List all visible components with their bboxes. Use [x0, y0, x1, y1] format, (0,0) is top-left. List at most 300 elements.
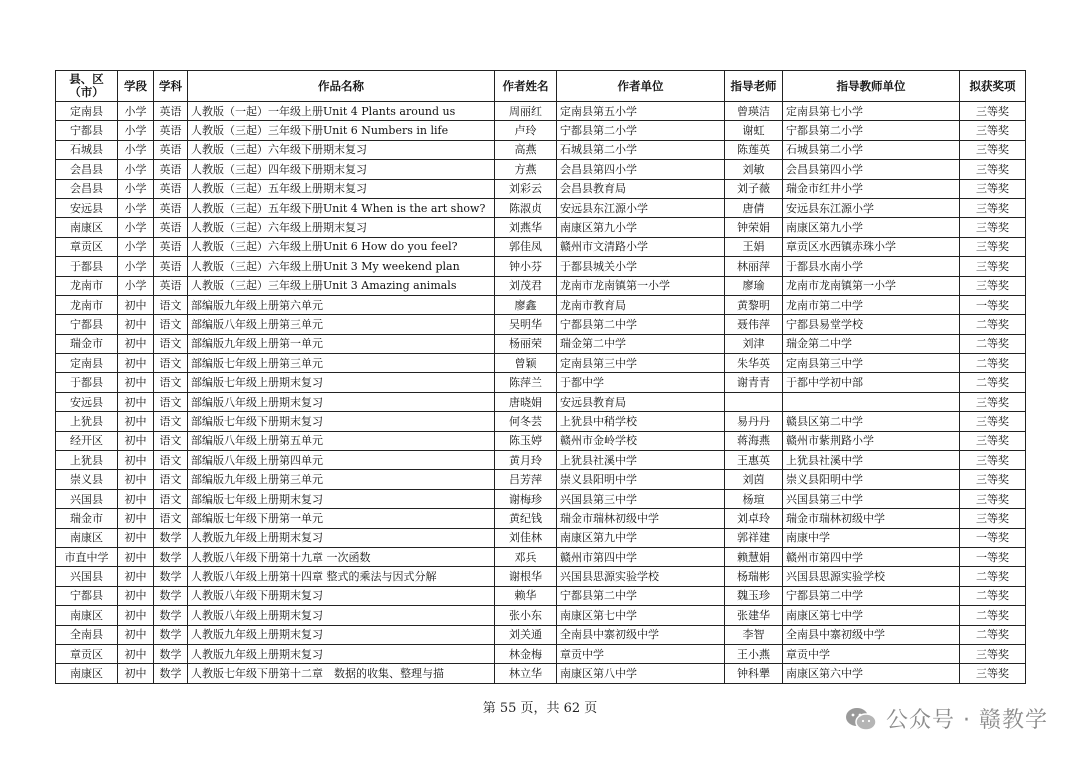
cell-author-unit: 赣州市第四中学 [557, 547, 725, 566]
cell-advisor-unit: 章贡区水西镇赤珠小学 [783, 237, 960, 256]
cell-advisor-unit: 全南县中寨初级中学 [783, 625, 960, 644]
cell-advisor: 聂伟萍 [725, 315, 783, 334]
table-row [56, 431, 1026, 450]
cell-award: 一等奖 [960, 295, 1026, 314]
cell-subject: 语文 [154, 412, 188, 431]
cell-advisor: 刘敏 [725, 160, 783, 179]
cell-author: 唐晓娟 [495, 392, 557, 411]
cell-award: 二等奖 [960, 354, 1026, 373]
cell-author-unit: 于都县城关小学 [557, 257, 725, 276]
cell-award: 三等奖 [960, 451, 1026, 470]
cell-work-title: 人教版（三起）六年级上册Unit 6 How do you feel? [188, 237, 495, 256]
header-advisor: 指导老师 [725, 71, 783, 102]
cell-award: 三等奖 [960, 140, 1026, 159]
cell-stage: 小学 [118, 102, 154, 121]
cell-author-unit: 上犹县中稍学校 [557, 412, 725, 431]
cell-advisor-unit: 于都中学初中部 [783, 373, 960, 392]
cell-advisor: 谢虹 [725, 121, 783, 140]
cell-author: 何冬芸 [495, 412, 557, 431]
cell-author-unit: 上犹县社溪中学 [557, 451, 725, 470]
cell-award: 二等奖 [960, 315, 1026, 334]
table-row [56, 373, 1026, 392]
cell-subject: 英语 [154, 198, 188, 217]
cell-stage: 小学 [118, 198, 154, 217]
cell-advisor-unit: 瑞金市瑞林初级中学 [783, 509, 960, 528]
cell-work-title: 部编版七年级上册期末复习 [188, 373, 495, 392]
cell-county: 龙南市 [56, 276, 118, 295]
cell-award: 一等奖 [960, 528, 1026, 547]
cell-county: 崇义县 [56, 470, 118, 489]
table-row [56, 198, 1026, 217]
table-row [56, 295, 1026, 314]
cell-work-title: 人教版（三起）六年级下册期末复习 [188, 140, 495, 159]
watermark-text: 公众号 · 赣教学 [886, 708, 1048, 733]
cell-stage: 初中 [118, 295, 154, 314]
cell-stage: 初中 [118, 547, 154, 566]
header-award: 拟获奖项 [960, 71, 1026, 102]
cell-author: 郭佳凤 [495, 237, 557, 256]
cell-advisor: 王惠英 [725, 451, 783, 470]
cell-author: 钟小芬 [495, 257, 557, 276]
cell-author-unit: 南康区第七中学 [557, 606, 725, 625]
cell-author-unit: 龙南市龙南镇第一小学 [557, 276, 725, 295]
cell-author-unit: 全南县中寨初级中学 [557, 625, 725, 644]
cell-work-title: 部编版八年级上册第五单元 [188, 431, 495, 450]
cell-advisor-unit: 上犹县社溪中学 [783, 451, 960, 470]
cell-author: 廖鑫 [495, 295, 557, 314]
cell-advisor-unit: 崇义县阳明中学 [783, 470, 960, 489]
cell-advisor: 唐倩 [725, 198, 783, 217]
cell-advisor-unit: 南康区第九小学 [783, 218, 960, 237]
header-author-unit: 作者单位 [557, 71, 725, 102]
cell-author: 谢根华 [495, 567, 557, 586]
cell-advisor: 刘卓玲 [725, 509, 783, 528]
cell-award: 三等奖 [960, 257, 1026, 276]
header-work-title: 作品名称 [188, 71, 495, 102]
page-footer: 第 55 页，共 62 页 [482, 701, 598, 716]
cell-advisor-unit: 会昌县第四小学 [783, 160, 960, 179]
cell-advisor: 李智 [725, 625, 783, 644]
header-county: 县、区（市） [56, 71, 118, 102]
cell-author: 吕芳萍 [495, 470, 557, 489]
cell-county: 会昌县 [56, 179, 118, 198]
cell-county: 瑞金市 [56, 509, 118, 528]
cell-county: 于都县 [56, 373, 118, 392]
cell-award: 二等奖 [960, 606, 1026, 625]
table-row [56, 509, 1026, 528]
cell-advisor [725, 392, 783, 411]
cell-author: 谢梅珍 [495, 489, 557, 508]
cell-subject: 数学 [154, 644, 188, 663]
cell-author: 邓兵 [495, 547, 557, 566]
header-stage: 学段 [118, 71, 154, 102]
header-subject: 学科 [154, 71, 188, 102]
cell-advisor: 王小燕 [725, 644, 783, 663]
cell-subject: 数学 [154, 528, 188, 547]
cell-award: 三等奖 [960, 198, 1026, 217]
watermark [844, 703, 1048, 734]
cell-work-title: 人教版（三起）六年级上册Unit 3 My weekend plan [188, 257, 495, 276]
cell-work-title: 人教版九年级上册期末复习 [188, 625, 495, 644]
cell-county: 南康区 [56, 606, 118, 625]
cell-stage: 初中 [118, 528, 154, 547]
cell-stage: 小学 [118, 218, 154, 237]
cell-award: 三等奖 [960, 102, 1026, 121]
cell-author: 刘燕华 [495, 218, 557, 237]
table-row [56, 334, 1026, 353]
cell-advisor-unit: 龙南市龙南镇第一小学 [783, 276, 960, 295]
cell-advisor-unit: 定南县第三中学 [783, 354, 960, 373]
cell-county: 宁都县 [56, 586, 118, 605]
cell-advisor-unit [783, 392, 960, 411]
cell-author: 黄纪钱 [495, 509, 557, 528]
cell-advisor-unit: 龙南市第二中学 [783, 295, 960, 314]
cell-advisor: 王娟 [725, 237, 783, 256]
cell-advisor-unit: 兴国县思源实验学校 [783, 567, 960, 586]
cell-advisor-unit: 兴国县第三中学 [783, 489, 960, 508]
cell-county: 兴国县 [56, 567, 118, 586]
cell-stage: 初中 [118, 606, 154, 625]
table-row [56, 237, 1026, 256]
table-row [56, 606, 1026, 625]
table-row [56, 489, 1026, 508]
cell-author-unit: 南康区第九小学 [557, 218, 725, 237]
table-row [56, 276, 1026, 295]
cell-subject: 英语 [154, 121, 188, 140]
cell-advisor-unit: 于都县水南小学 [783, 257, 960, 276]
cell-author: 曾颖 [495, 354, 557, 373]
cell-author-unit: 瑞金第二中学 [557, 334, 725, 353]
cell-county: 全南县 [56, 625, 118, 644]
cell-work-title: 人教版八年级下册第十九章 一次函数 [188, 547, 495, 566]
cell-advisor: 谢青青 [725, 373, 783, 392]
cell-award: 二等奖 [960, 625, 1026, 644]
cell-work-title: 部编版九年级上册第一单元 [188, 334, 495, 353]
cell-county: 南康区 [56, 664, 118, 683]
cell-subject: 英语 [154, 179, 188, 198]
cell-advisor-unit: 瑞金市红井小学 [783, 179, 960, 198]
cell-advisor: 陈莲英 [725, 140, 783, 159]
cell-stage: 初中 [118, 509, 154, 528]
cell-advisor: 张建华 [725, 606, 783, 625]
cell-award: 二等奖 [960, 586, 1026, 605]
cell-subject: 英语 [154, 160, 188, 179]
cell-stage: 初中 [118, 334, 154, 353]
cell-subject: 语文 [154, 315, 188, 334]
cell-work-title: 人教版八年级上册第十四章 整式的乘法与因式分解 [188, 567, 495, 586]
cell-advisor-unit: 章贡中学 [783, 644, 960, 663]
cell-stage: 初中 [118, 315, 154, 334]
table-row [56, 644, 1026, 663]
cell-stage: 小学 [118, 237, 154, 256]
awards-sheet [55, 70, 1025, 684]
cell-author-unit: 兴国县第三中学 [557, 489, 725, 508]
cell-subject: 语文 [154, 392, 188, 411]
cell-award: 二等奖 [960, 334, 1026, 353]
cell-author: 林金梅 [495, 644, 557, 663]
cell-award: 三等奖 [960, 392, 1026, 411]
cell-author-unit: 兴国县思源实验学校 [557, 567, 725, 586]
cell-work-title: 人教版九年级上册期末复习 [188, 644, 495, 663]
cell-work-title: 人教版（一起）一年级上册Unit 4 Plants around us [188, 102, 495, 121]
cell-stage: 小学 [118, 140, 154, 159]
cell-author-unit: 赣州市金岭学校 [557, 431, 725, 450]
cell-work-title: 人教版（三起）三年级上册Unit 3 Amazing animals [188, 276, 495, 295]
cell-author-unit: 会昌县教育局 [557, 179, 725, 198]
cell-author-unit: 宁都县第二中学 [557, 586, 725, 605]
cell-work-title: 人教版八年级下册期末复习 [188, 586, 495, 605]
cell-award: 二等奖 [960, 567, 1026, 586]
cell-county: 会昌县 [56, 160, 118, 179]
cell-advisor: 黄黎明 [725, 295, 783, 314]
cell-author: 刘佳林 [495, 528, 557, 547]
table-row [56, 567, 1026, 586]
cell-advisor-unit: 定南县第七小学 [783, 102, 960, 121]
cell-author-unit: 宁都县第二中学 [557, 315, 725, 334]
cell-stage: 初中 [118, 625, 154, 644]
cell-subject: 语文 [154, 509, 188, 528]
cell-subject: 语文 [154, 373, 188, 392]
cell-advisor: 钟科犟 [725, 664, 783, 683]
cell-county: 瑞金市 [56, 334, 118, 353]
cell-advisor: 郭祥建 [725, 528, 783, 547]
cell-author-unit: 定南县第五小学 [557, 102, 725, 121]
cell-stage: 初中 [118, 470, 154, 489]
cell-subject: 英语 [154, 257, 188, 276]
cell-award: 三等奖 [960, 412, 1026, 431]
cell-stage: 初中 [118, 567, 154, 586]
cell-award: 二等奖 [960, 373, 1026, 392]
table-row [56, 586, 1026, 605]
cell-county: 安远县 [56, 198, 118, 217]
table-row [56, 257, 1026, 276]
cell-county: 市直中学 [56, 547, 118, 566]
table-header-row [56, 71, 1026, 102]
cell-author: 杨丽荣 [495, 334, 557, 353]
cell-work-title: 部编版八年级上册第三单元 [188, 315, 495, 334]
cell-work-title: 人教版（三起）四年级下册期末复习 [188, 160, 495, 179]
cell-subject: 数学 [154, 586, 188, 605]
cell-subject: 语文 [154, 431, 188, 450]
cell-work-title: 部编版七年级上册第三单元 [188, 354, 495, 373]
table-row [56, 664, 1026, 683]
cell-author: 吴明华 [495, 315, 557, 334]
cell-award: 三等奖 [960, 664, 1026, 683]
cell-subject: 语文 [154, 334, 188, 353]
cell-advisor: 曾瑛洁 [725, 102, 783, 121]
cell-county: 经开区 [56, 431, 118, 450]
cell-work-title: 人教版（三起）五年级上册期末复习 [188, 179, 495, 198]
cell-award: 三等奖 [960, 489, 1026, 508]
cell-advisor: 刘津 [725, 334, 783, 353]
cell-author: 刘彩云 [495, 179, 557, 198]
cell-author-unit: 瑞金市瑞林初级中学 [557, 509, 725, 528]
cell-award: 三等奖 [960, 509, 1026, 528]
cell-author: 林立华 [495, 664, 557, 683]
cell-county: 上犹县 [56, 412, 118, 431]
table-row [56, 547, 1026, 566]
cell-award: 三等奖 [960, 179, 1026, 198]
cell-subject: 数学 [154, 625, 188, 644]
cell-author: 周丽红 [495, 102, 557, 121]
cell-county: 于都县 [56, 257, 118, 276]
cell-stage: 初中 [118, 489, 154, 508]
cell-advisor-unit: 瑞金第二中学 [783, 334, 960, 353]
table-row [56, 179, 1026, 198]
cell-advisor: 杨瑞彬 [725, 567, 783, 586]
cell-award: 三等奖 [960, 470, 1026, 489]
cell-subject: 语文 [154, 489, 188, 508]
cell-subject: 数学 [154, 606, 188, 625]
cell-county: 定南县 [56, 102, 118, 121]
cell-advisor-unit: 赣县区第二中学 [783, 412, 960, 431]
cell-stage: 小学 [118, 276, 154, 295]
header-advisor-unit: 指导教师单位 [783, 71, 960, 102]
cell-award: 三等奖 [960, 237, 1026, 256]
cell-author: 卢玲 [495, 121, 557, 140]
cell-subject: 英语 [154, 140, 188, 159]
cell-award: 三等奖 [960, 121, 1026, 140]
cell-author-unit: 南康区第九中学 [557, 528, 725, 547]
cell-subject: 语文 [154, 470, 188, 489]
awards-table [55, 70, 1026, 684]
cell-stage: 初中 [118, 644, 154, 663]
cell-subject: 数学 [154, 567, 188, 586]
cell-county: 南康区 [56, 218, 118, 237]
cell-advisor-unit: 宁都县易堂学校 [783, 315, 960, 334]
table-row [56, 354, 1026, 373]
cell-stage: 初中 [118, 354, 154, 373]
cell-county: 上犹县 [56, 451, 118, 470]
cell-stage: 初中 [118, 664, 154, 683]
cell-subject: 语文 [154, 354, 188, 373]
table-row [56, 528, 1026, 547]
cell-advisor-unit: 南康区第六中学 [783, 664, 960, 683]
cell-author: 陈玉婷 [495, 431, 557, 450]
cell-subject: 语文 [154, 295, 188, 314]
cell-work-title: 人教版七年级下册第十二章 数据的收集、整理与描 [188, 664, 495, 683]
cell-county: 兴国县 [56, 489, 118, 508]
cell-advisor: 林丽萍 [725, 257, 783, 276]
cell-work-title: 人教版八年级上册期末复习 [188, 606, 495, 625]
cell-award: 三等奖 [960, 431, 1026, 450]
cell-author-unit: 南康区第八中学 [557, 664, 725, 683]
cell-author-unit: 于都中学 [557, 373, 725, 392]
cell-subject: 英语 [154, 102, 188, 121]
cell-work-title: 人教版（三起）三年级下册Unit 6 Numbers in life [188, 121, 495, 140]
table-body [56, 102, 1026, 684]
cell-county: 定南县 [56, 354, 118, 373]
header-author: 作者姓名 [495, 71, 557, 102]
cell-award: 三等奖 [960, 644, 1026, 663]
table-row [56, 140, 1026, 159]
cell-stage: 初中 [118, 451, 154, 470]
cell-stage: 小学 [118, 160, 154, 179]
cell-stage: 小学 [118, 179, 154, 198]
cell-author: 刘关通 [495, 625, 557, 644]
table-row [56, 315, 1026, 334]
cell-author-unit: 赣州市文清路小学 [557, 237, 725, 256]
cell-stage: 初中 [118, 412, 154, 431]
cell-stage: 初中 [118, 392, 154, 411]
cell-award: 三等奖 [960, 276, 1026, 295]
cell-advisor: 钟荣娟 [725, 218, 783, 237]
table-row [56, 451, 1026, 470]
cell-work-title: 部编版八年级上册第四单元 [188, 451, 495, 470]
cell-advisor-unit: 南康区第七中学 [783, 606, 960, 625]
cell-stage: 初中 [118, 586, 154, 605]
cell-county: 宁都县 [56, 121, 118, 140]
cell-work-title: 部编版七年级下册期末复习 [188, 412, 495, 431]
cell-work-title: 部编版九年级上册第三单元 [188, 470, 495, 489]
cell-work-title: 部编版七年级上册期末复习 [188, 489, 495, 508]
table-row [56, 625, 1026, 644]
cell-author-unit: 会昌县第四小学 [557, 160, 725, 179]
cell-author-unit: 龙南市教育局 [557, 295, 725, 314]
cell-work-title: 人教版（三起）五年级下册Unit 4 When is the art show? [188, 198, 495, 217]
cell-subject: 英语 [154, 237, 188, 256]
cell-advisor: 杨瑄 [725, 489, 783, 508]
cell-author-unit: 安远县教育局 [557, 392, 725, 411]
cell-county: 龙南市 [56, 295, 118, 314]
cell-subject: 英语 [154, 218, 188, 237]
wechat-icon [844, 706, 878, 732]
cell-work-title: 部编版七年级下册第一单元 [188, 509, 495, 528]
cell-advisor: 刘子薇 [725, 179, 783, 198]
cell-author: 刘茂君 [495, 276, 557, 295]
table-row [56, 218, 1026, 237]
cell-advisor-unit: 宁都县第二中学 [783, 586, 960, 605]
table-row [56, 392, 1026, 411]
cell-award: 一等奖 [960, 547, 1026, 566]
cell-advisor: 蒋海燕 [725, 431, 783, 450]
cell-award: 三等奖 [960, 160, 1026, 179]
cell-author-unit: 石城县第二小学 [557, 140, 725, 159]
cell-county: 宁都县 [56, 315, 118, 334]
table-row [56, 160, 1026, 179]
cell-author: 张小东 [495, 606, 557, 625]
cell-advisor-unit: 赣州市紫荆路小学 [783, 431, 960, 450]
cell-work-title: 人教版九年级上册期末复习 [188, 528, 495, 547]
cell-advisor: 魏玉珍 [725, 586, 783, 605]
cell-subject: 英语 [154, 276, 188, 295]
table-row [56, 412, 1026, 431]
cell-subject: 语文 [154, 451, 188, 470]
cell-stage: 初中 [118, 373, 154, 392]
cell-author-unit: 宁都县第二小学 [557, 121, 725, 140]
cell-advisor: 赖慧娟 [725, 547, 783, 566]
cell-county: 南康区 [56, 528, 118, 547]
cell-author: 黄月玲 [495, 451, 557, 470]
table-row [56, 121, 1026, 140]
cell-author: 方燕 [495, 160, 557, 179]
cell-advisor-unit: 赣州市第四中学 [783, 547, 960, 566]
cell-work-title: 部编版九年级上册第六单元 [188, 295, 495, 314]
cell-county: 章贡区 [56, 644, 118, 663]
cell-advisor-unit: 安远县东江源小学 [783, 198, 960, 217]
cell-author-unit: 定南县第三中学 [557, 354, 725, 373]
cell-county: 章贡区 [56, 237, 118, 256]
cell-author-unit: 安远县东江源小学 [557, 198, 725, 217]
cell-author-unit: 章贡中学 [557, 644, 725, 663]
cell-author-unit: 崇义县阳明中学 [557, 470, 725, 489]
cell-subject: 数学 [154, 664, 188, 683]
table-row [56, 470, 1026, 489]
cell-stage: 初中 [118, 431, 154, 450]
cell-advisor: 朱华英 [725, 354, 783, 373]
cell-author: 赖华 [495, 586, 557, 605]
table-row [56, 102, 1026, 121]
